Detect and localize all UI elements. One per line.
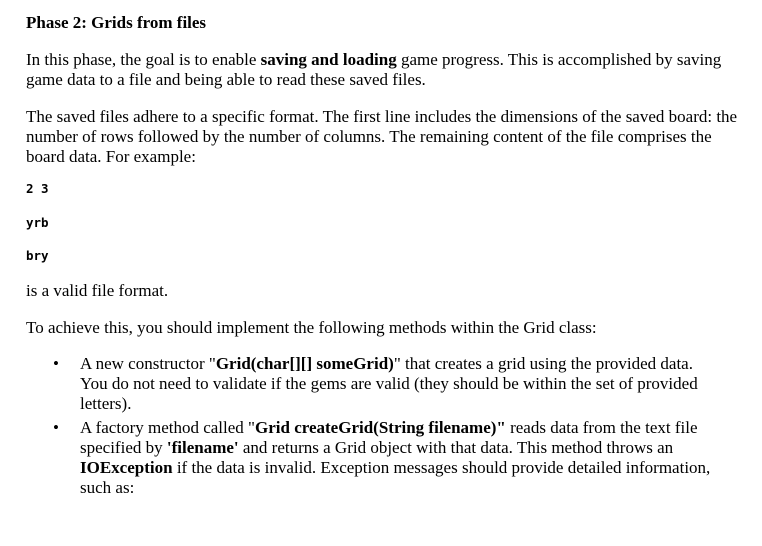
intro-bold-text: saving and loading bbox=[260, 50, 397, 69]
implement-paragraph: To achieve this, you should implement the following methods within the Grid class: bbox=[26, 318, 597, 337]
bullet2-bold-method: Grid createGrid(String filename)" bbox=[255, 418, 506, 437]
bullet2-bold-exception: IOException bbox=[80, 458, 173, 477]
list-item-factory-method bbox=[26, 418, 720, 498]
bullet1-bold-code: Grid(char[][] someGrid) bbox=[215, 354, 394, 373]
bullet2-text-3: and returns a Grid object with that data. This method throws an bbox=[238, 438, 674, 457]
list-item-constructor bbox=[26, 354, 720, 414]
bullet2-text-1: A factory method called " bbox=[80, 418, 255, 437]
bullet2-text-4: if the data is invalid. Exception messages should provide detailed information, such as: bbox=[80, 458, 711, 497]
code-line-row-2: bry bbox=[26, 248, 49, 263]
code-line-dimensions: 2 3 bbox=[26, 181, 49, 196]
bullet2-text-2: reads data from the text file specified by bbox=[80, 418, 698, 457]
bullet1-text-1: A new constructor " bbox=[80, 354, 216, 373]
bullet-icon: • bbox=[53, 354, 59, 373]
bullet1-text-2: " that creates a grid using the provided data. You do not need to validate if the gems are valid (they should be within the set of provided letters). bbox=[80, 354, 698, 413]
bullet-icon: • bbox=[53, 418, 59, 437]
bullet2-bold-filename: 'filename' bbox=[166, 438, 239, 457]
code-line-row-1: yrb bbox=[26, 215, 49, 230]
section-heading: Phase 2: Grids from files bbox=[26, 13, 207, 32]
intro-paragraph bbox=[26, 50, 738, 90]
intro-text-1: In this phase, the goal is to enable bbox=[26, 50, 261, 69]
method-list bbox=[26, 354, 738, 498]
format-paragraph: The saved files adhere to a specific format. The first line includes the dimensions of the saved board: the number of rows followed by the number of columns. The remaining content of the file comprises the board data. For example: bbox=[26, 107, 738, 166]
valid-format-paragraph: is a valid file format. bbox=[26, 281, 169, 300]
intro-text-2: game progress. This is accomplished by saving game data to a file and being able to read these saved files. bbox=[26, 50, 722, 89]
